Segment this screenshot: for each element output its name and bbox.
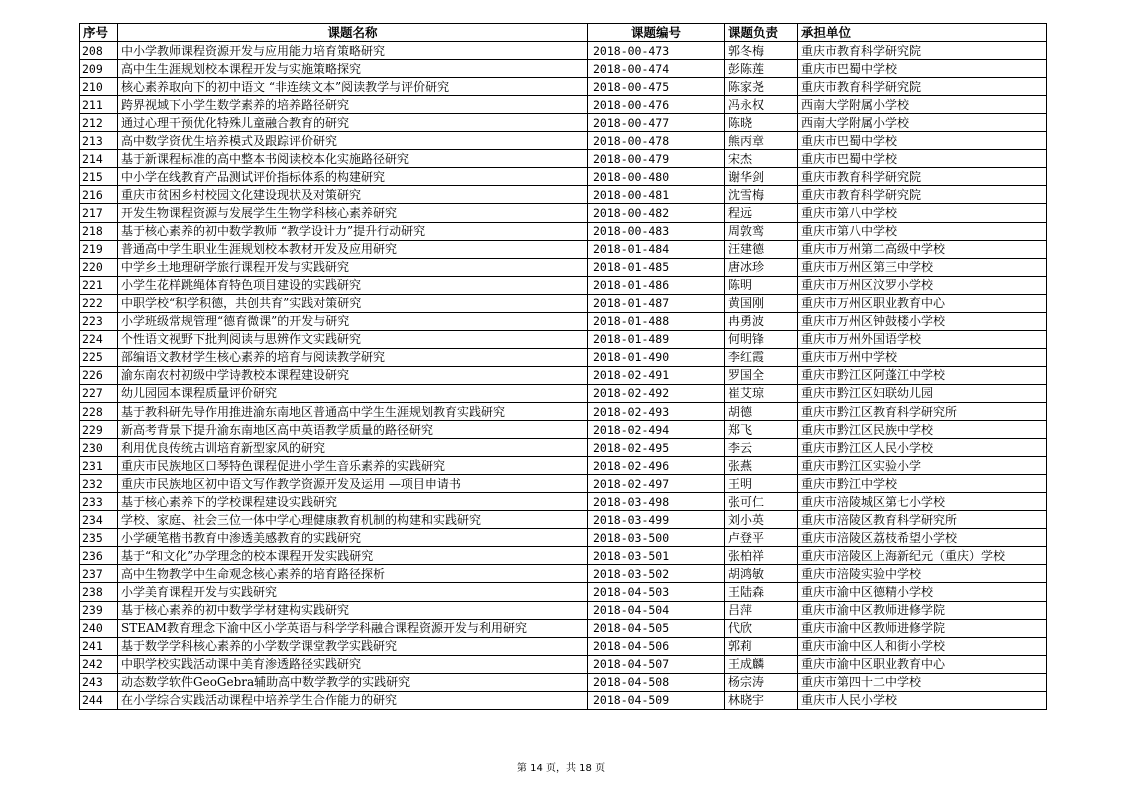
cell-lead: 程远 [725, 204, 798, 222]
cell-no: 230 [80, 439, 118, 457]
cell-lead: 胡德 [725, 402, 798, 420]
cell-title: 重庆市民族地区口琴特色课程促进小学生音乐素养的实践研究 [118, 457, 588, 475]
cell-unit: 重庆市巴蜀中学校 [798, 132, 1047, 150]
cell-title: 基于核心素养的初中数学学材建构实践研究 [118, 601, 588, 619]
cell-no: 225 [80, 348, 118, 366]
cell-code: 2018-00-482 [588, 204, 725, 222]
table-row [80, 673, 1047, 691]
cell-unit: 重庆市万州区第三中学校 [798, 258, 1047, 276]
cell-unit: 重庆市万州区职业教育中心 [798, 294, 1047, 312]
cell-unit: 西南大学附属小学校 [798, 96, 1047, 114]
cell-no: 211 [80, 96, 118, 114]
cell-title: 高中数学资优生培养模式及跟踪评价研究 [118, 132, 588, 150]
cell-title: 高中生物教学中生命观念核心素养的培育路径探析 [118, 565, 588, 583]
cell-title: 渝东南农村初级中学诗教校本课程建设研究 [118, 366, 588, 384]
cell-no: 215 [80, 168, 118, 186]
cell-unit: 重庆市黔江区民族中学校 [798, 421, 1047, 439]
cell-lead: 宋杰 [725, 150, 798, 168]
cell-unit: 重庆市巴蜀中学校 [798, 60, 1047, 78]
cell-lead: 郑飞 [725, 421, 798, 439]
cell-no: 222 [80, 294, 118, 312]
cell-code: 2018-04-504 [588, 601, 725, 619]
cell-lead: 沈雪梅 [725, 186, 798, 204]
table-row [80, 619, 1047, 637]
cell-unit: 重庆市万州外国语学校 [798, 330, 1047, 348]
cell-lead: 唐冰珍 [725, 258, 798, 276]
table-row [80, 312, 1047, 330]
cell-lead: 崔艾琼 [725, 384, 798, 402]
cell-code: 2018-02-496 [588, 457, 725, 475]
cell-no: 217 [80, 204, 118, 222]
cell-unit: 重庆市第八中学校 [798, 204, 1047, 222]
table-row [80, 384, 1047, 402]
cell-title: 小学班级常规管理“德育微课”的开发与研究 [118, 312, 588, 330]
cell-title: 重庆市贫困乡村校园文化建设现状及对策研究 [118, 186, 588, 204]
cell-unit: 重庆市黔江区妇联幼儿园 [798, 384, 1047, 402]
cell-unit: 重庆市黔江中学校 [798, 475, 1047, 493]
cell-lead: 罗国全 [725, 366, 798, 384]
cell-lead: 汪建德 [725, 240, 798, 258]
cell-title: 中小学教师课程资源开发与应用能力培育策略研究 [118, 42, 588, 60]
cell-unit: 西南大学附属小学校 [798, 114, 1047, 132]
cell-code: 2018-01-490 [588, 348, 725, 366]
cell-lead: 代欣 [725, 619, 798, 637]
cell-title: 基于核心素养下的学校课程建设实践研究 [118, 493, 588, 511]
cell-lead: 卢登平 [725, 529, 798, 547]
table-row [80, 42, 1047, 60]
cell-unit: 重庆市教育科学研究院 [798, 168, 1047, 186]
cell-title: 高中生生涯规划校本课程开发与实施策略探究 [118, 60, 588, 78]
cell-title: 小学硬笔楷书教育中渗透美感教育的实践研究 [118, 529, 588, 547]
cell-code: 2018-00-474 [588, 60, 725, 78]
cell-code: 2018-00-477 [588, 114, 725, 132]
cell-code: 2018-02-495 [588, 439, 725, 457]
cell-no: 220 [80, 258, 118, 276]
cell-title: 学校、家庭、社会三位一体中学心理健康教育机制的构建和实践研究 [118, 511, 588, 529]
table-row [80, 114, 1047, 132]
table-row [80, 475, 1047, 493]
cell-no: 238 [80, 583, 118, 601]
cell-unit: 重庆市黔江区教育科学研究所 [798, 402, 1047, 420]
table-row [80, 493, 1047, 511]
table-row [80, 204, 1047, 222]
table-row [80, 222, 1047, 240]
cell-no: 243 [80, 673, 118, 691]
cell-title: 小学美育课程开发与实践研究 [118, 583, 588, 601]
table-row [80, 96, 1047, 114]
cell-unit: 重庆市涪陵实验中学校 [798, 565, 1047, 583]
cell-unit: 重庆市黔江区阿蓬江中学校 [798, 366, 1047, 384]
cell-unit: 重庆市黔江区人民小学校 [798, 439, 1047, 457]
cell-no: 235 [80, 529, 118, 547]
header-title: 课题名称 [118, 24, 588, 42]
cell-code: 2018-03-500 [588, 529, 725, 547]
table-row [80, 186, 1047, 204]
cell-no: 232 [80, 475, 118, 493]
cell-title: 个性语文视野下批判阅读与思辨作文实践研究 [118, 330, 588, 348]
cell-unit: 重庆市第四十二中学校 [798, 673, 1047, 691]
cell-lead: 彭陈莲 [725, 60, 798, 78]
table-row [80, 150, 1047, 168]
cell-no: 213 [80, 132, 118, 150]
cell-lead: 郭莉 [725, 637, 798, 655]
cell-code: 2018-03-502 [588, 565, 725, 583]
cell-code: 2018-02-492 [588, 384, 725, 402]
cell-code: 2018-01-489 [588, 330, 725, 348]
cell-code: 2018-00-473 [588, 42, 725, 60]
cell-unit: 重庆市渝中区德精小学校 [798, 583, 1047, 601]
cell-unit: 重庆市第八中学校 [798, 222, 1047, 240]
cell-no: 208 [80, 42, 118, 60]
cell-title: STEAM教育理念下渝中区小学英语与科学学科融合课程资源开发与利用研究 [118, 619, 588, 637]
cell-lead: 冉勇波 [725, 312, 798, 330]
cell-title: 开发生物课程资源与发展学生生物学科核心素养研究 [118, 204, 588, 222]
cell-title: 重庆市民族地区初中语文写作教学资源开发及运用 —项目申请书 [118, 475, 588, 493]
table-row [80, 60, 1047, 78]
cell-title: 通过心理干预优化特殊儿童融合教育的研究 [118, 114, 588, 132]
cell-no: 231 [80, 457, 118, 475]
cell-title: 小学生花样跳绳体育特色项目建设的实践研究 [118, 276, 588, 294]
cell-no: 236 [80, 547, 118, 565]
cell-lead: 黄国刚 [725, 294, 798, 312]
cell-unit: 重庆市渝中区人和街小学校 [798, 637, 1047, 655]
cell-title: 基于核心素养的初中数学教师 “教学设计力”提升行动研究 [118, 222, 588, 240]
cell-code: 2018-00-475 [588, 78, 725, 96]
cell-unit: 重庆市巴蜀中学校 [798, 150, 1047, 168]
cell-unit: 重庆市教育科学研究院 [798, 186, 1047, 204]
cell-no: 229 [80, 421, 118, 439]
cell-unit: 重庆市万州区钟鼓楼小学校 [798, 312, 1047, 330]
table-row [80, 547, 1047, 565]
cell-unit: 重庆市涪陵城区第七小学校 [798, 493, 1047, 511]
cell-unit: 重庆市涪陵区上海新纪元（重庆）学校 [798, 547, 1047, 565]
table-row [80, 402, 1047, 420]
cell-title: 利用优良传统古训培育新型家风的研究 [118, 439, 588, 457]
table-row [80, 691, 1047, 709]
header-code: 课题编号 [588, 24, 725, 42]
header-row [80, 24, 1047, 42]
cell-code: 2018-04-503 [588, 583, 725, 601]
cell-lead: 张柏祥 [725, 547, 798, 565]
cell-unit: 重庆市涪陵区教育科学研究所 [798, 511, 1047, 529]
cell-unit: 重庆市涪陵区荔枝希望小学校 [798, 529, 1047, 547]
cell-no: 241 [80, 637, 118, 655]
table-row [80, 457, 1047, 475]
cell-lead: 张可仁 [725, 493, 798, 511]
cell-code: 2018-00-481 [588, 186, 725, 204]
cell-code: 2018-01-484 [588, 240, 725, 258]
cell-title: 核心素养取向下的初中语文 “非连续文本”阅读教学与评价研究 [118, 78, 588, 96]
cell-no: 244 [80, 691, 118, 709]
cell-no: 223 [80, 312, 118, 330]
header-no: 序号 [80, 24, 118, 42]
cell-code: 2018-02-494 [588, 421, 725, 439]
cell-title: 基于教科研先导作用推进渝东南地区普通高中学生生涯规划教育实践研究 [118, 402, 588, 420]
cell-lead: 吕萍 [725, 601, 798, 619]
cell-lead: 胡鸿敏 [725, 565, 798, 583]
cell-lead: 张燕 [725, 457, 798, 475]
cell-lead: 何明锋 [725, 330, 798, 348]
cell-unit: 重庆市万州中学校 [798, 348, 1047, 366]
cell-unit: 重庆市教育科学研究院 [798, 78, 1047, 96]
table-row [80, 276, 1047, 294]
cell-code: 2018-00-479 [588, 150, 725, 168]
table-row [80, 601, 1047, 619]
cell-code: 2018-03-498 [588, 493, 725, 511]
cell-unit: 重庆市渝中区职业教育中心 [798, 655, 1047, 673]
cell-code: 2018-00-483 [588, 222, 725, 240]
cell-code: 2018-04-505 [588, 619, 725, 637]
table-row [80, 529, 1047, 547]
cell-title: 在小学综合实践活动课程中培养学生合作能力的研究 [118, 691, 588, 709]
cell-title: 新高考背景下提升渝东南地区高中英语教学质量的路径研究 [118, 421, 588, 439]
table-row [80, 637, 1047, 655]
cell-code: 2018-04-509 [588, 691, 725, 709]
page-footer: 第 14 页，共 18 页 [516, 763, 606, 774]
cell-no: 242 [80, 655, 118, 673]
table-row [80, 511, 1047, 529]
cell-no: 234 [80, 511, 118, 529]
cell-code: 2018-01-488 [588, 312, 725, 330]
cell-lead: 陈晓 [725, 114, 798, 132]
cell-title: 中学乡土地理研学旅行课程开发与实践研究 [118, 258, 588, 276]
cell-title: 中职学校实践活动课中美育渗透路径实践研究 [118, 655, 588, 673]
cell-code: 2018-00-478 [588, 132, 725, 150]
cell-no: 212 [80, 114, 118, 132]
cell-unit: 重庆市教育科学研究院 [798, 42, 1047, 60]
cell-no: 210 [80, 78, 118, 96]
table-row [80, 330, 1047, 348]
cell-no: 227 [80, 384, 118, 402]
cell-title: 基于数学学科核心素养的小学数学课堂教学实践研究 [118, 637, 588, 655]
cell-no: 233 [80, 493, 118, 511]
cell-title: 动态数学软件GeoGebra辅助高中数学教学的实践研究 [118, 673, 588, 691]
cell-no: 226 [80, 366, 118, 384]
table-row [80, 132, 1047, 150]
cell-code: 2018-02-497 [588, 475, 725, 493]
cell-lead: 郭冬梅 [725, 42, 798, 60]
cell-no: 224 [80, 330, 118, 348]
table-row [80, 583, 1047, 601]
cell-lead: 刘小英 [725, 511, 798, 529]
table-row [80, 258, 1047, 276]
cell-lead: 周敦鸾 [725, 222, 798, 240]
cell-no: 218 [80, 222, 118, 240]
cell-no: 219 [80, 240, 118, 258]
cell-unit: 重庆市万州第二高级中学校 [798, 240, 1047, 258]
cell-title: 部编语文教材学生核心素养的培育与阅读教学研究 [118, 348, 588, 366]
cell-unit: 重庆市万州区汶罗小学校 [798, 276, 1047, 294]
cell-code: 2018-02-493 [588, 402, 725, 420]
table-row [80, 78, 1047, 96]
table-row [80, 565, 1047, 583]
cell-lead: 李云 [725, 439, 798, 457]
table-row [80, 168, 1047, 186]
table-row [80, 439, 1047, 457]
cell-code: 2018-03-499 [588, 511, 725, 529]
cell-lead: 王陆森 [725, 583, 798, 601]
cell-unit: 重庆市渝中区教师进修学院 [798, 619, 1047, 637]
cell-title: 幼儿园园本课程质量评价研究 [118, 384, 588, 402]
cell-code: 2018-04-507 [588, 655, 725, 673]
header-unit: 承担单位 [798, 24, 1047, 42]
cell-unit: 重庆市渝中区教师进修学院 [798, 601, 1047, 619]
project-table [79, 23, 1047, 710]
table-row [80, 294, 1047, 312]
cell-unit: 重庆市人民小学校 [798, 691, 1047, 709]
cell-no: 240 [80, 619, 118, 637]
cell-code: 2018-00-480 [588, 168, 725, 186]
cell-no: 221 [80, 276, 118, 294]
cell-lead: 熊丙章 [725, 132, 798, 150]
cell-title: 基于新课程标准的高中整本书阅读校本化实施路径研究 [118, 150, 588, 168]
cell-lead: 陈明 [725, 276, 798, 294]
cell-title: 中小学在线教育产品测试评价指标体系的构建研究 [118, 168, 588, 186]
cell-code: 2018-01-487 [588, 294, 725, 312]
cell-lead: 王明 [725, 475, 798, 493]
cell-code: 2018-03-501 [588, 547, 725, 565]
cell-code: 2018-02-491 [588, 366, 725, 384]
cell-title: 普通高中学生职业生涯规划校本教材开发及应用研究 [118, 240, 588, 258]
cell-no: 239 [80, 601, 118, 619]
cell-lead: 陈家尧 [725, 78, 798, 96]
cell-unit: 重庆市黔江区实验小学 [798, 457, 1047, 475]
table-row [80, 655, 1047, 673]
cell-lead: 王成麟 [725, 655, 798, 673]
table-row [80, 366, 1047, 384]
cell-no: 228 [80, 402, 118, 420]
cell-title: 跨界视域下小学生数学素养的培养路径研究 [118, 96, 588, 114]
cell-no: 216 [80, 186, 118, 204]
cell-code: 2018-01-486 [588, 276, 725, 294]
cell-title: 中职学校“积学积德，共创共育”实践对策研究 [118, 294, 588, 312]
header-lead: 课题负责 [725, 24, 798, 42]
cell-no: 214 [80, 150, 118, 168]
table-row [80, 348, 1047, 366]
cell-lead: 林晓宇 [725, 691, 798, 709]
cell-title: 基于“和文化”办学理念的校本课程开发实践研究 [118, 547, 588, 565]
cell-code: 2018-04-506 [588, 637, 725, 655]
cell-lead: 杨宗涛 [725, 673, 798, 691]
table-row [80, 421, 1047, 439]
cell-lead: 谢华剑 [725, 168, 798, 186]
cell-lead: 李红霞 [725, 348, 798, 366]
cell-code: 2018-01-485 [588, 258, 725, 276]
table-row [80, 240, 1047, 258]
cell-no: 237 [80, 565, 118, 583]
cell-code: 2018-00-476 [588, 96, 725, 114]
cell-no: 209 [80, 60, 118, 78]
cell-code: 2018-04-508 [588, 673, 725, 691]
cell-lead: 冯永权 [725, 96, 798, 114]
